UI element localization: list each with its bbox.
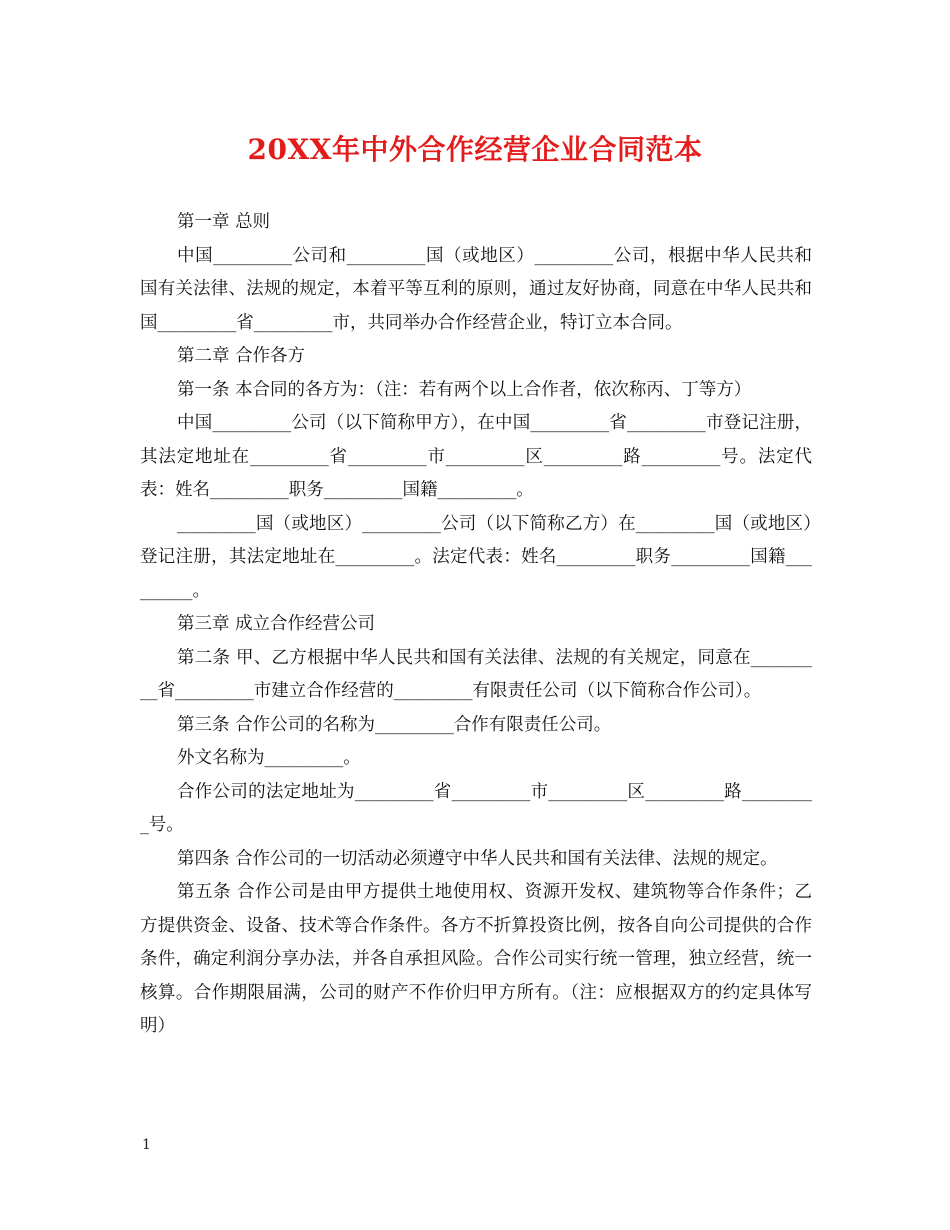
article-1-paragraph: 第一条 本合同的各方为：（注：若有两个以上合作者，依次称丙、丁等方）	[177, 379, 752, 400]
party-a-paragraph: 中国_________公司（以下简称甲方），在中国_________省_________市登记注册，其法定地址在_________省_________市_________区_________路_________号。法定代表：姓名_________职务_________国籍_________。	[140, 413, 812, 500]
foreign-name-paragraph: 外文名称为_________。	[177, 748, 361, 768]
chapter-3-heading: 第三章 成立合作经营公司	[177, 614, 376, 634]
article-5-paragraph: 第五条 合作公司是由甲方提供土地使用权、资源开发权、建筑物等合作条件；乙方提供资金、设备、技术等合作条件。各方不折算投资比例，按各自向公司提供的合作条件，确定利润分享办法，并各自承担风险。合作公司实行统一管理，独立经营，统一核算。合作期限届满，公司的财产不作价归甲方所有。（注：应根据双方的约定具体写明）	[140, 882, 812, 1036]
document-title: 20XX年中外合作经营企业合同范本	[247, 133, 703, 166]
article-2-paragraph: 第二条 甲、乙方根据中华人民共和国有关法律、法规的有关规定，同意在_________省_________市建立合作经营的_________有限责任公司（以下简称合作公司）。	[140, 647, 812, 701]
document-body	[140, 206, 812, 1044]
chapter-2-heading: 第二章 合作各方	[177, 346, 306, 366]
page-number: 1	[142, 1137, 151, 1153]
chapter-1-heading: 第一章 总则	[177, 212, 271, 232]
article-3-paragraph: 第三条 合作公司的名称为_________合作有限责任公司。	[177, 714, 612, 735]
general-provisions-paragraph: 中国_________公司和_________国（或地区）_________公司，根据中华人民共和国有关法律、法规的规定，本着平等互利的原则，通过友好协商，同意在中华人民共和国_________省_________市，共同举办合作经营企业，特订立本合同。	[140, 245, 812, 333]
legal-address-paragraph: 合作公司的法定地址为_________省_________市_________区_________路_________号。	[140, 781, 812, 835]
party-b-paragraph: _________国（或地区）_________公司（以下简称乙方）在_________国（或地区）登记注册，其法定地址在_________。法定代表：姓名_________职务_________国籍_________。	[140, 513, 812, 601]
article-4-paragraph: 第四条 合作公司的一切活动必须遵守中华人民共和国有关法律、法规的规定。	[177, 848, 778, 869]
